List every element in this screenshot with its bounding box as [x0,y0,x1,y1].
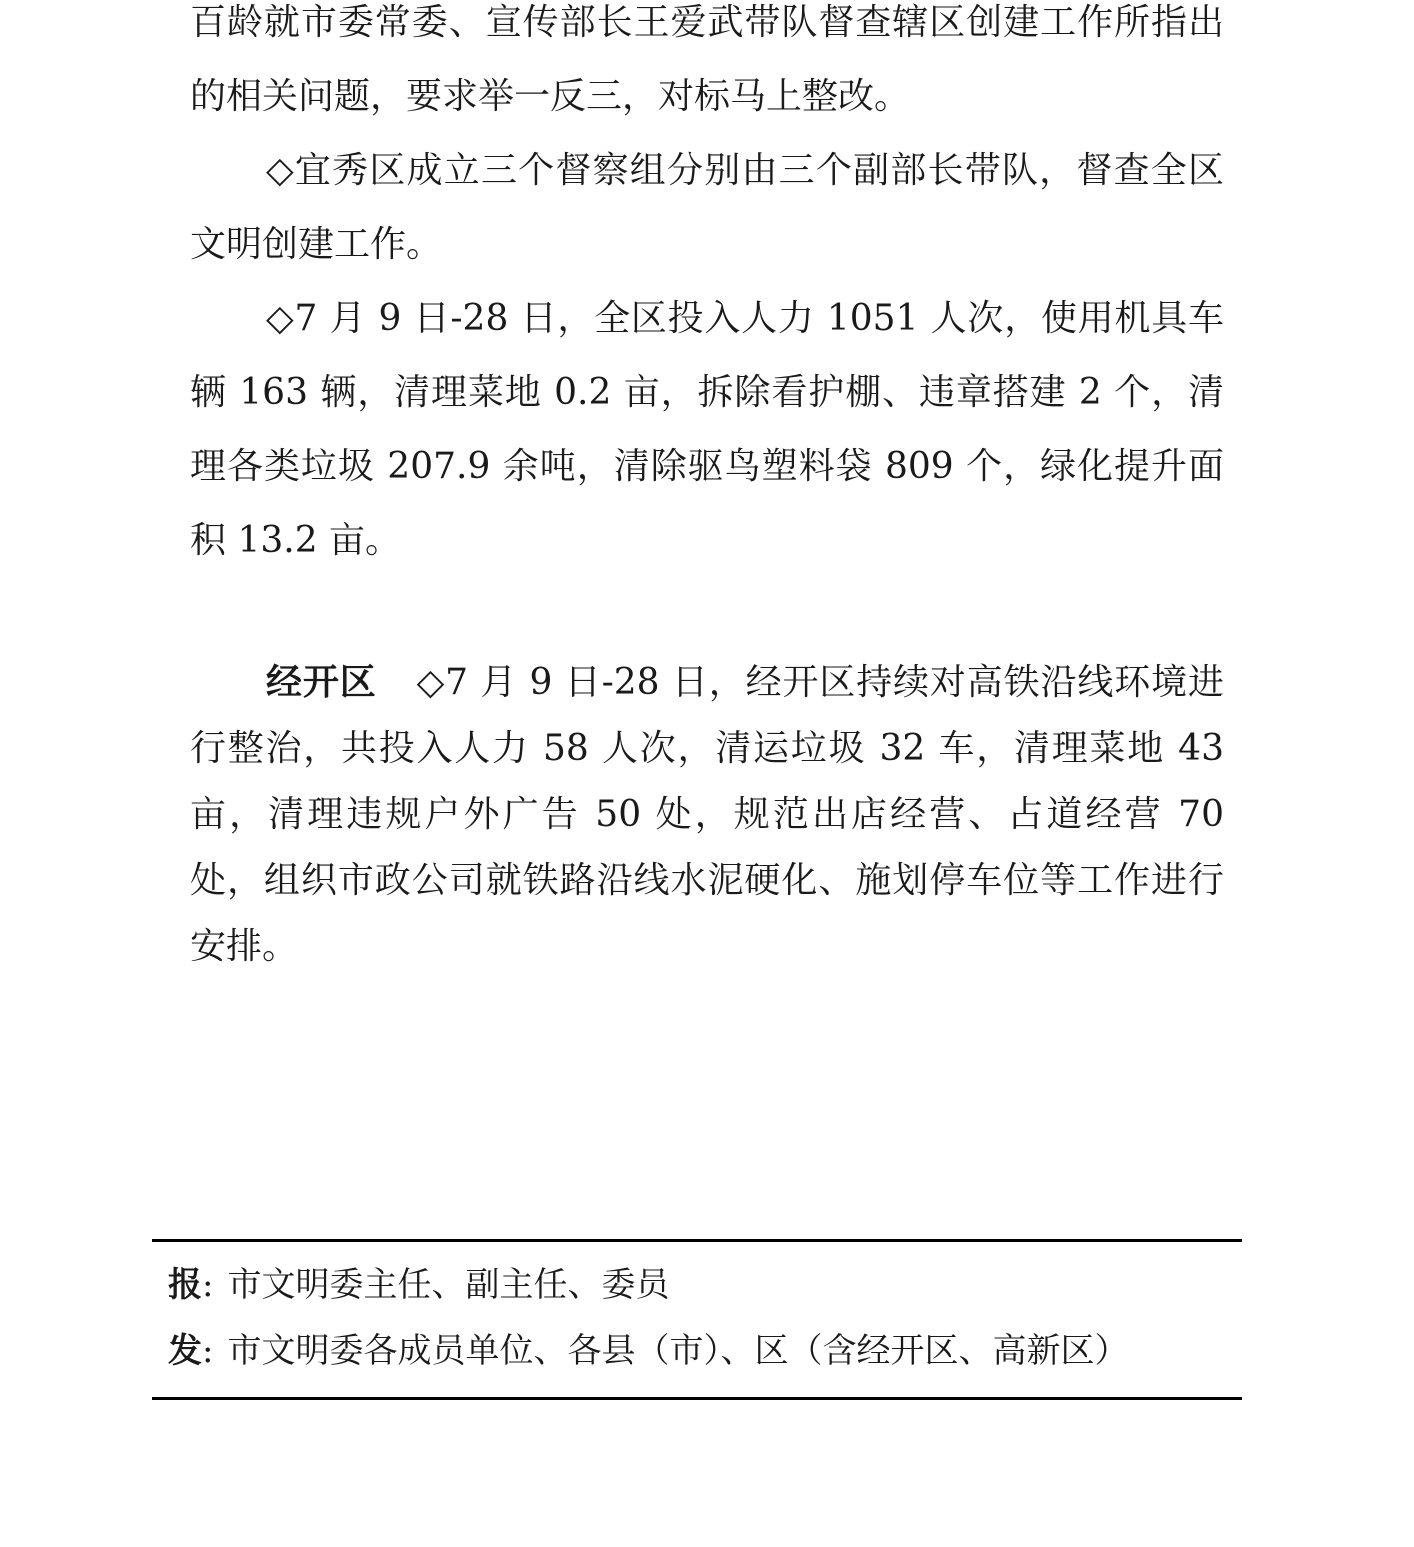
report-recipients: 市文明委主任、副主任、委员 [227,1265,670,1305]
paragraph-text: 百龄就市委常委、宣传部长王爱武带队督查辖区创建工作所指出的相关问题，要求举一反三，对标马上整改。 [190,2,1224,117]
paragraph-text: ◇7 月 9 日-28 日，全区投入人力 1051 人次，使用机具车辆 163 辆，清理菜地 0.2 亩，拆除看护棚、违章搭建 2 个，清理各类垃圾 207.9 余吨，清除驱鸟塑料袋 809 个，绿化提升面积 13.2 亩。 [190,298,1224,561]
report-label: 报 [168,1265,202,1305]
distribution-bottom-rule [152,1397,1242,1400]
report-separator: : [202,1265,214,1305]
section-label-jingkai: 经开区 [266,662,377,703]
distribution-top-rule [152,1239,1242,1242]
send-separator: : [202,1331,214,1371]
paragraph-text: ◇宜秀区成立三个督察组分别由三个副部长带队，督查全区文明创建工作。 [190,150,1224,265]
paragraph-jingkai-district [190,650,1224,980]
paragraph-yixiu-inspection-groups [190,134,1224,282]
send-recipients: 市文明委各成员单位、各县（市）、区（含经开区、高新区） [227,1331,1129,1371]
paragraph-text: ◇7 月 9 日-28 日，经开区持续对高铁沿线环境进行整治，共投入人力 58 人次，清运垃圾 32 车，清理菜地 43 亩，清理违规户外广告 50 处，规范出店经营、占道经营 70 处，组织市政公司就铁路沿线水泥硬化、施划停车位等工作进行安排。 [190,662,1224,967]
distribution-report-line [168,1265,1248,1305]
paragraph-yixiu-statistics [190,282,1224,578]
paragraph-baiiling-rectification [190,0,1224,134]
distribution-send-line [168,1331,1248,1371]
send-label: 发 [168,1331,202,1371]
